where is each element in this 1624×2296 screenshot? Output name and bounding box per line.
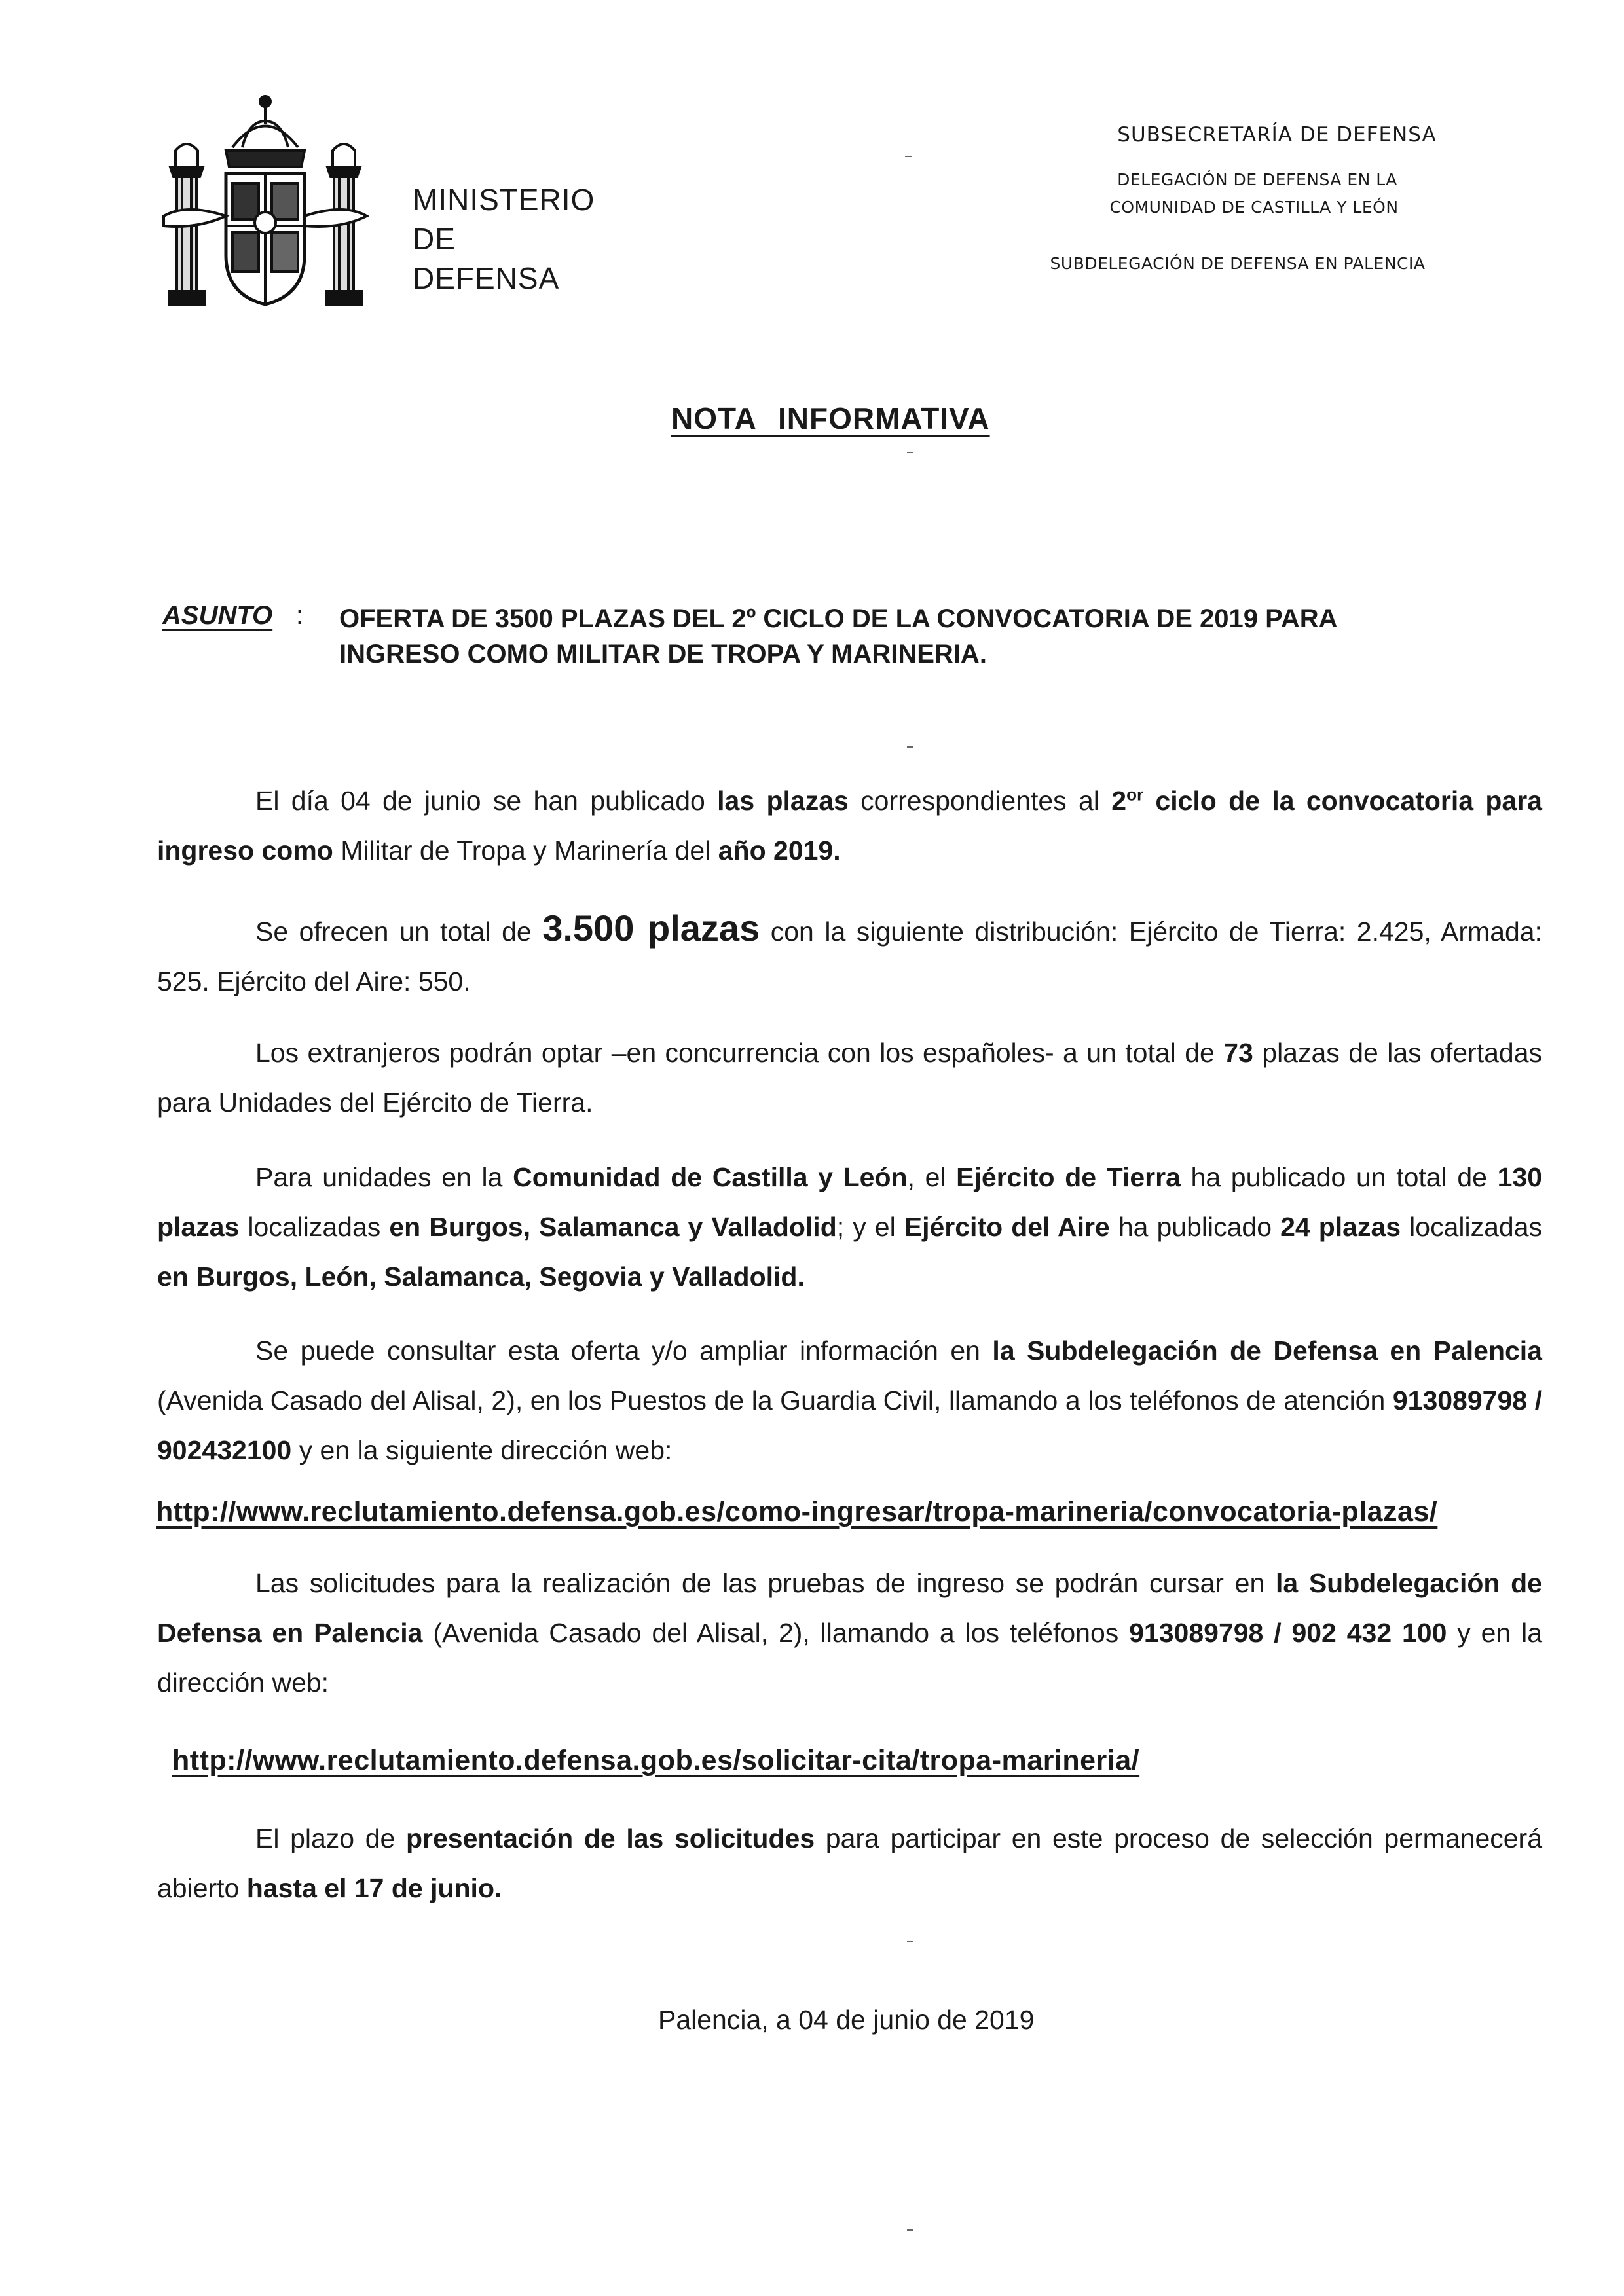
p5-text: Se puede consultar esta oferta y/o ampliar información en [255, 1336, 993, 1366]
asunto-label: ASUNTO [162, 601, 273, 630]
p7-bold: presentación de las solicitudes [406, 1823, 815, 1853]
p6-text: (Avenida Casado del Alisal, 2), llamando a los teléfonos [422, 1618, 1130, 1648]
dateline: Palencia, a 04 de junio de 2019 [658, 2005, 1035, 2035]
scan-speck [907, 452, 913, 453]
paragraph-6 [157, 1558, 1542, 1707]
p4-bold: en Burgos, León, Salamanca, Segovia y Valladolid. [157, 1262, 805, 1292]
p1-text: El día 04 de junio se han publicado [255, 786, 718, 816]
spain-coat-of-arms-icon [157, 85, 373, 321]
convocatoria-link[interactable]: http://www.reclutamiento.defensa.gob.es/como-ingresar/tropa-marineria/convocatoria-plazas/ [156, 1496, 1438, 1527]
p4-text: localizadas [239, 1212, 390, 1242]
scan-speck [907, 1941, 913, 1942]
p2-text: Se ofrecen un total de [255, 917, 543, 947]
p5-text: y en la siguiente dirección web: [291, 1435, 673, 1465]
solicitar-cita-link[interactable]: http://www.reclutamiento.defensa.gob.es/solicitar-cita/tropa-marineria/ [172, 1745, 1140, 1776]
ministry-line-3: DEFENSA [413, 261, 560, 295]
scan-speck [907, 746, 913, 748]
document-title: NOTA INFORMATIVA [671, 401, 990, 435]
paragraph-2 [157, 903, 1542, 1006]
p6-text: Las solicitudes para la realización de las pruebas de ingreso se podrán cursar en [255, 1568, 1276, 1598]
ministry-line-1: MINISTERIO [413, 183, 595, 217]
p1-bold-ordinal: 2 [1111, 786, 1127, 816]
p2-total-plazas: 3.500 plazas [542, 907, 760, 949]
ministry-line-2: DE [413, 222, 456, 256]
p1-bold-year: año 2019. [718, 835, 841, 866]
ministry-name [413, 180, 595, 298]
paragraph-3 [157, 1028, 1542, 1127]
p4-bold: Ejército de Tierra [956, 1162, 1181, 1192]
subsecretaria: SUBSECRETARÍA DE DEFENSA [1117, 123, 1437, 147]
p4-bold: Ejército del Aire [904, 1212, 1110, 1242]
p7-text: para participar en este proceso de selección permanecerá abierto [157, 1823, 1542, 1903]
p4-bold: en Burgos, Salamanca y Valladolid [389, 1212, 837, 1242]
p5-bold-office: la Subdelegación de Defensa en Palencia [992, 1336, 1542, 1366]
p5-text: (Avenida Casado del Alisal, 2), en los Puestos de la Guardia Civil, llamando a los teléfonos de atención [157, 1385, 1393, 1415]
p2-text: con la siguiente distribución: Ejército de Tierra: 2.425, Armada: 525. Ejército del Aire: 550. [157, 917, 1542, 996]
asunto-line-2: INGRESO COMO MILITAR DE TROPA Y MARINERIA. [339, 640, 987, 668]
p4-text: ha publicado un total de [1180, 1162, 1498, 1192]
paragraph-5 [157, 1326, 1542, 1475]
p4-text: localizadas [1401, 1212, 1542, 1242]
delegacion-line-2: COMUNIDAD DE CASTILLA Y LEÓN [1109, 198, 1399, 217]
p5-bold-phones: 913089798 / 902432100 [157, 1385, 1542, 1465]
p4-bold: Comunidad de Castilla y León [513, 1162, 908, 1192]
p7-text: El plazo de [255, 1823, 406, 1853]
p4-text: ha publicado [1109, 1212, 1281, 1242]
p6-text: y en la dirección web: [157, 1618, 1542, 1698]
p6-bold-phones: 913089798 / 902 432 100 [1129, 1618, 1447, 1648]
p1-bold-ciclo: ciclo de la convocatoria para ingreso como [157, 786, 1542, 866]
subdelegacion: SUBDELEGACIÓN DE DEFENSA EN PALENCIA [1050, 254, 1426, 273]
p1-ordinal-suffix: or [1126, 784, 1144, 805]
p4-text: ; y el [836, 1212, 904, 1242]
p3-text: plazas de las ofertadas para Unidades del Ejército de Tierra. [157, 1038, 1543, 1118]
scan-speck [905, 156, 912, 157]
p1-bold-plazas: las plazas [717, 786, 849, 816]
asunto-line-1: OFERTA DE 3500 PLAZAS DEL 2º CICLO DE LA CONVOCATORIA DE 2019 PARA [339, 604, 1338, 633]
paragraph-7 [157, 1813, 1542, 1913]
paragraph-1 [157, 776, 1542, 875]
issuing-office [1015, 123, 1473, 278]
p3-text: Los extranjeros podrán optar –en concurrencia con los españoles- a un total de [255, 1038, 1224, 1068]
scan-speck [907, 2229, 913, 2231]
delegacion-line-1: DELEGACIÓN DE DEFENSA EN LA [1117, 170, 1397, 189]
p4-text: , el [907, 1162, 957, 1192]
asunto-text [339, 601, 1538, 672]
paragraph-4 [157, 1152, 1542, 1302]
p4-bold: 24 plazas [1280, 1212, 1401, 1242]
p3-bold-count: 73 [1223, 1038, 1253, 1068]
asunto-colon: : [296, 601, 304, 630]
p1-text: Militar de Tropa y Marinería del [333, 835, 718, 866]
p6-bold-office: la Subdelegación de Defensa en Palencia [157, 1568, 1542, 1648]
p1-text: correspondientes al [848, 786, 1112, 816]
p4-bold: 130 plazas [157, 1162, 1543, 1242]
p4-text: Para unidades en la [255, 1162, 513, 1192]
p7-bold-deadline: hasta el 17 de junio. [246, 1873, 502, 1903]
